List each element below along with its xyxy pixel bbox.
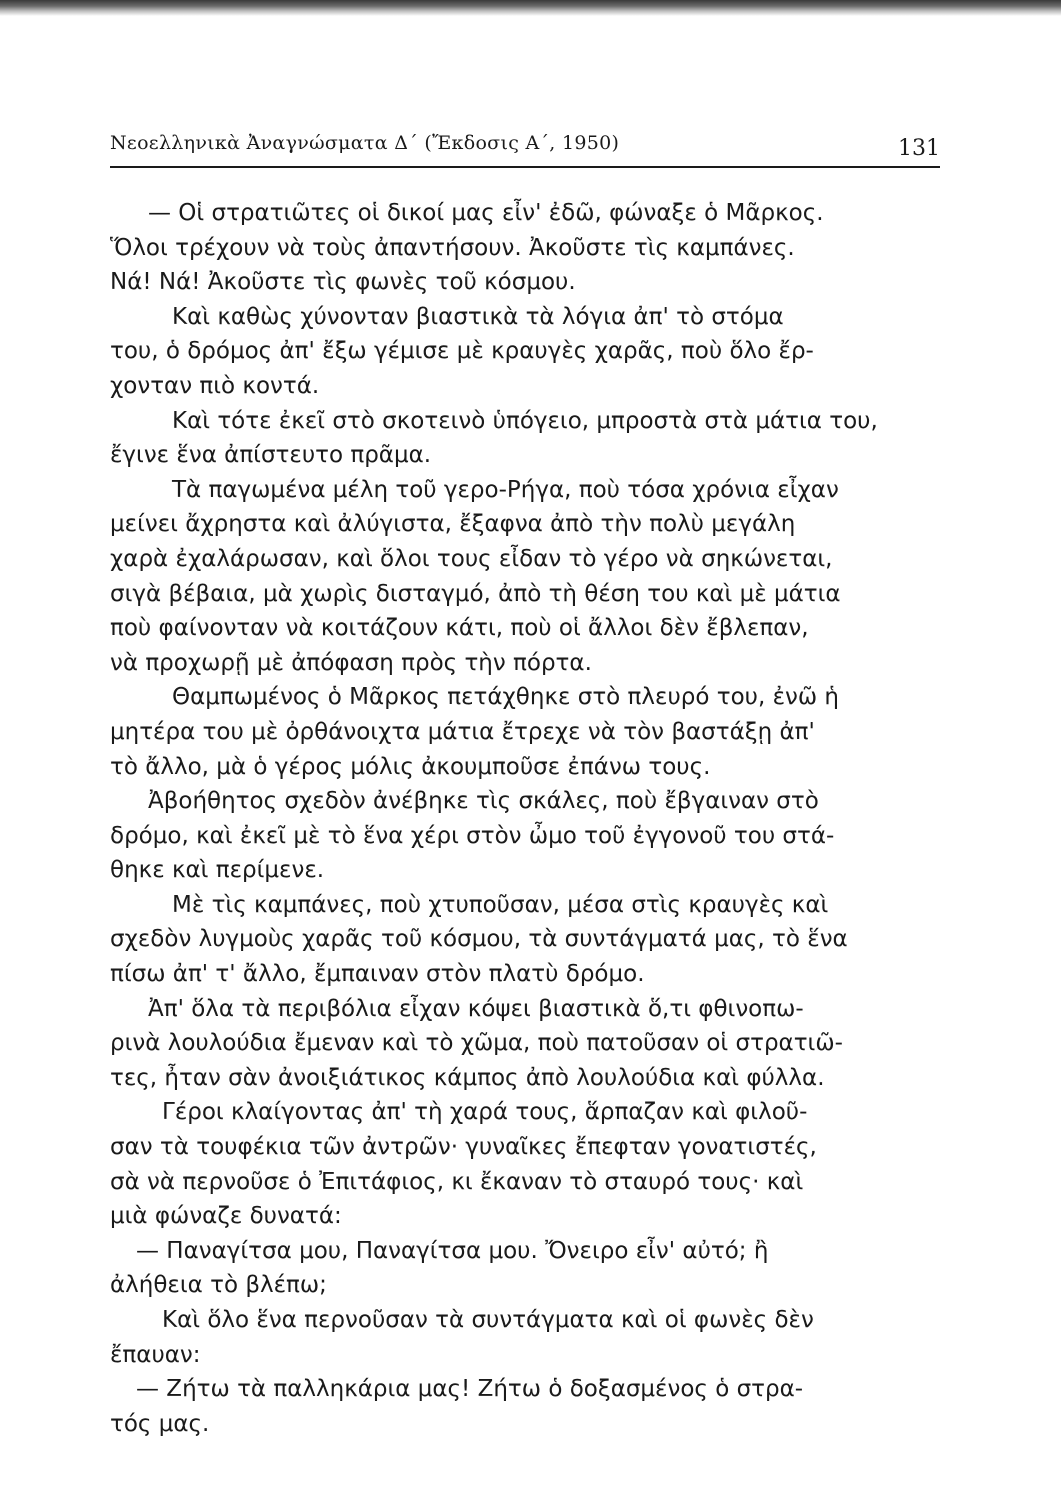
text-line: Καὶ καθὼς χύνονταν βιαστικὰ τὰ λόγια ἀπ' τὸ στόμα [172, 303, 784, 330]
text-line: ἔπαυαν: [110, 1341, 201, 1368]
text-line: Θαμπωμένος ὁ Μᾶρκος πετάχθηκε στὸ πλευρό του, ἐνῶ ἡ [172, 684, 840, 711]
text-line: ρινὰ λουλούδια ἔμεναν καὶ τὸ χῶμα, ποὺ πατοῦσαν οἱ στρατιῶ- [110, 1030, 843, 1057]
text-line: Καὶ ὅλο ἕνα περνοῦσαν τὰ συντάγματα καὶ οἱ φωνὲς δὲν [162, 1307, 814, 1333]
text-line: δρόμο, καὶ ἐκεῖ μὲ τὸ ἕνα χέρι στὸν ὦμο τοῦ ἐγγονοῦ του στά- [110, 822, 835, 849]
text-line: σὰ νὰ περνοῦσε ὁ Ἐπιτάφιος, κι ἔκαναν τὸ σταυρό τους· καὶ [110, 1168, 804, 1195]
text-line: — Οἱ στρατιῶτες οἱ δικοί μας εἶν' ἐδῶ, φώναξε ὁ Μᾶρκος. [148, 200, 824, 226]
page-number: 131 [898, 136, 940, 161]
body-text [110, 196, 940, 1441]
text-line: σαν τὰ τουφέκια τῶν ἀντρῶν· γυναῖκες ἔπεφταν γονατιστές, [110, 1134, 817, 1161]
text-line: Τὰ παγωμένα μέλη τοῦ γερο-Ρήγα, ποὺ τόσα χρόνια εἶχαν [172, 476, 839, 503]
text-line: ποὺ φαίνονταν νὰ κοιτάζουν κάτι, ποὺ οἱ ἄλλοι δὲν ἔβλεπαν, [110, 615, 809, 642]
text-line: χαρὰ ἐχαλάρωσαν, καὶ ὅλοι τους εἶδαν τὸ γέρο νὰ σηκώνεται, [110, 545, 833, 572]
text-line: τός μας. [110, 1410, 210, 1437]
text-line: χονταν πιὸ κοντά. [110, 372, 320, 399]
text-line: ἔγινε ἕνα ἀπίστευτο πρᾶμα. [110, 442, 432, 469]
text-line: — Ζήτω τὰ παλληκάρια μας! Ζήτω ὁ δοξασμένος ὁ στρα- [136, 1376, 804, 1403]
text-line: Ὅλοι τρέχουν νὰ τοὺς ἀπαντήσουν. Ἀκοῦστε τὶς καμπάνες. [110, 234, 795, 261]
text-line: πίσω ἀπ' τ' ἄλλο, ἔμπαιναν στὸν πλατὺ δρόμο. [110, 961, 645, 988]
text-line: του, ὁ δρόμος ἀπ' ἔξω γέμισε μὲ κραυγὲς χαρᾶς, ποὺ ὅλο ἔρ- [110, 338, 814, 365]
text-line: Μὲ τὶς καμπάνες, ποὺ χτυποῦσαν, μέσα στὶς κραυγὲς καὶ [172, 891, 829, 918]
text-line: ἀλήθεια τὸ βλέπω; [110, 1272, 327, 1299]
text-line: νὰ προχωρῇ μὲ ἀπόφαση πρὸς τὴν πόρτα. [110, 649, 592, 676]
text-line: Ἀπ' ὅλα τὰ περιβόλια εἶχαν κόψει βιαστικὰ ὅ,τι φθινοπω- [148, 995, 804, 1022]
header-title: Νεοελληνικὰ Ἀναγνώσματα Δ΄ (Ἔκδοσις Α΄, 1950) [110, 132, 620, 154]
scan-edge [0, 0, 1061, 16]
text-line: τες, ἦταν σὰν ἀνοιξιάτικος κάμπος ἀπὸ λουλούδια καὶ φύλλα. [110, 1064, 825, 1091]
text-line: Καὶ τότε ἐκεῖ στὸ σκοτεινὸ ὑπόγειο, μπροστὰ στὰ μάτια του, [172, 407, 878, 434]
text-line: Νά! Νά! Ἀκοῦστε τὶς φωνὲς τοῦ κόσμου. [110, 269, 576, 296]
text-line: Ἀβοήθητος σχεδὸν ἀνέβηκε τὶς σκάλες, ποὺ ἔβγαιναν στὸ [148, 788, 819, 815]
text-line: σιγὰ βέβαια, μὰ χωρὶς δισταγμό, ἀπὸ τὴ θέση του καὶ μὲ μάτια [110, 580, 841, 607]
running-header [110, 126, 940, 168]
text-line: θηκε καὶ περίμενε. [110, 857, 325, 884]
text-line: μείνει ἄχρηστα καὶ ἀλύγιστα, ἔξαφνα ἀπὸ τὴν πολὺ μεγάλη [110, 511, 796, 538]
text-line: — Παναγίτσα μου, Παναγίτσα μου. Ὄνειρο εἶν' αὐτό; ἢ [136, 1237, 769, 1264]
text-line: μητέρα του μὲ ὀρθάνοιχτα μάτια ἔτρεχε νὰ τὸν βαστάξῃ ἀπ' [110, 718, 815, 745]
text-line: μιὰ φώναζε δυνατά: [110, 1203, 342, 1230]
text-line: τὸ ἄλλο, μὰ ὁ γέρος μόλις ἀκουμποῦσε ἐπάνω τους. [110, 753, 711, 780]
text-line: Γέροι κλαίγοντας ἀπ' τὴ χαρά τους, ἅρπαζαν καὶ φιλοῦ- [162, 1099, 808, 1126]
text-line: σχεδὸν λυγμοὺς χαρᾶς τοῦ κόσμου, τὰ συντάγματά μας, τὸ ἕνα [110, 926, 848, 953]
